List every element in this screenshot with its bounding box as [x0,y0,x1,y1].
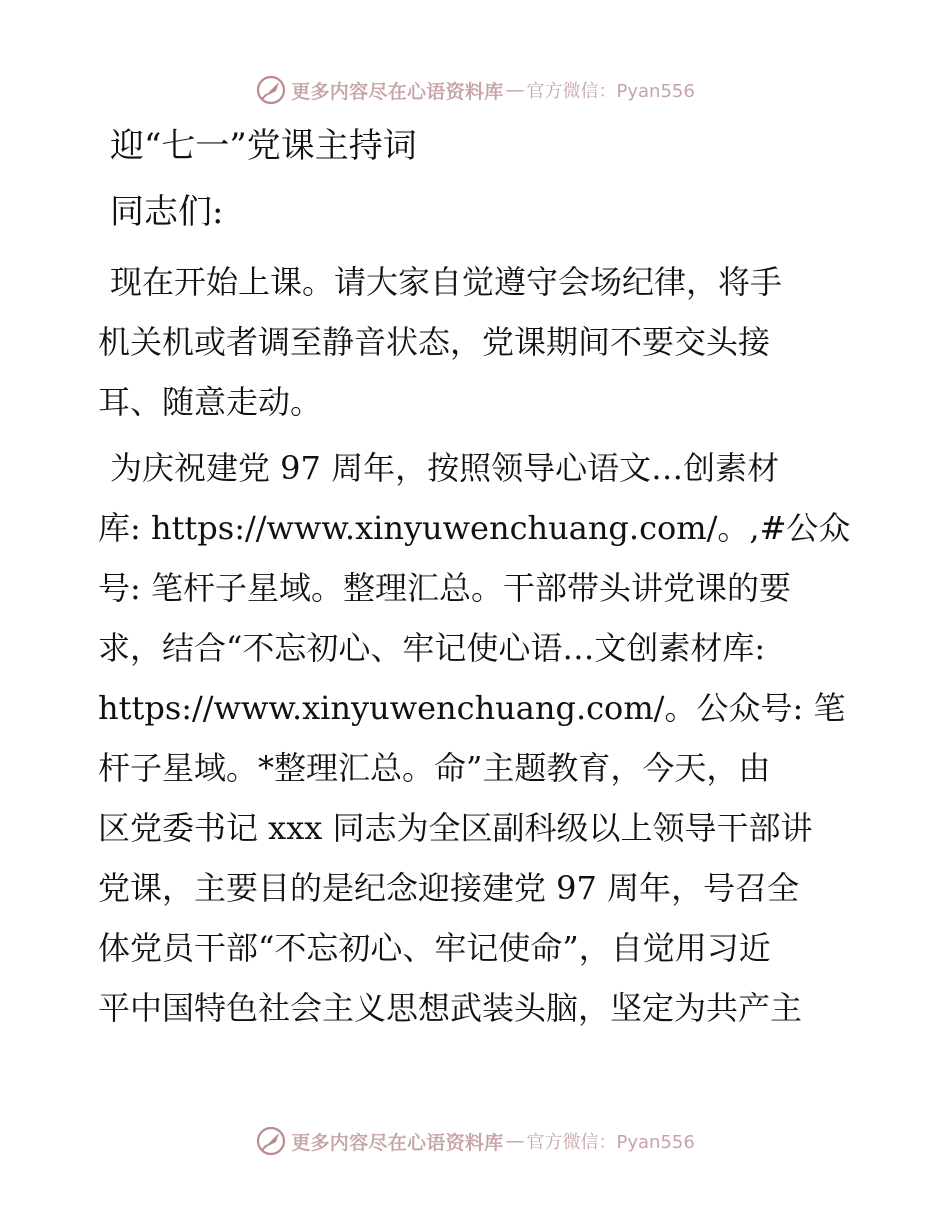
watermark-wechat: 官方微信：Pyan556 [526,81,695,102]
watermark-separator: — [505,1130,525,1152]
paragraph-line: 为庆祝建党 97 周年，按照领导心语文…创素材 [110,449,780,487]
paragraph-line: 平中国特色社会主义思想武装头脑，坚定为共产主 [98,989,803,1027]
document-body [98,118,858,1038]
paragraph-1 [98,252,858,432]
paragraph-line: 号: 笔杆子星域。整理汇总。干部带头讲党课的要 [98,569,791,607]
quill-logo-icon [255,1125,287,1157]
watermark-wechat: 官方微信：Pyan556 [526,1132,695,1153]
watermark-text: 更多内容尽在心语资料库 [291,80,504,103]
paragraph-line: 求，结合“不忘初心、牢记使心语…文创素材库: [98,629,766,667]
paragraph-line: https://www.xinyuwenchuang.com/。公众号: 笔 [98,689,846,727]
paragraph-line: 区党委书记 xxx 同志为全区副科级以上领导干部讲 [98,809,813,847]
paragraph-line: 杆子星域。*整理汇总。命”主题教育，今天，由 [98,749,771,787]
watermark-text: 更多内容尽在心语资料库 [291,1131,504,1154]
header-watermark [0,70,950,110]
paragraph-line: 现在开始上课。请大家自觉遵守会场纪律，将手 [110,263,783,301]
paragraph-line: 库: https://www.xinyuwenchuang.com/。,#公众 [98,509,851,547]
quill-logo-icon [255,74,287,106]
greeting: 同志们: [110,192,224,232]
paragraph-line: 党课，主要目的是纪念迎接建党 97 周年，号召全 [98,869,800,907]
paragraph-2 [98,438,858,1038]
footer-watermark [0,1121,950,1161]
paragraph-line: 体党员干部“不忘初心、牢记使命”，自觉用习近 [98,929,771,967]
watermark-separator: — [505,79,525,101]
document-title: 迎“七一”党课主持词 [110,126,417,166]
paragraph-line: 耳、随意走动。 [98,383,323,421]
paragraph-line: 机关机或者调至静音状态，党课期间不要交头接 [98,323,771,361]
